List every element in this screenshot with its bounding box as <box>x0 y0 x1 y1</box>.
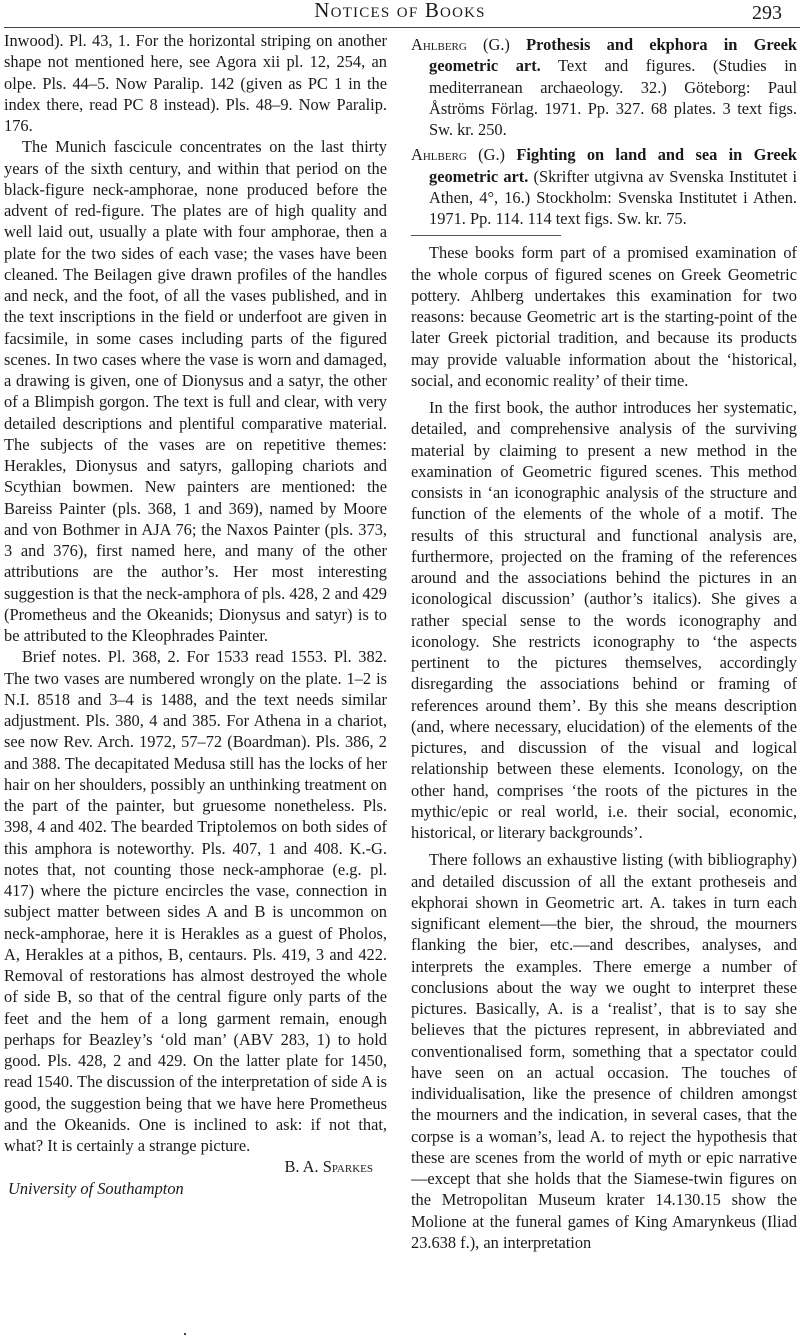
left-column <box>4 30 387 1199</box>
right-paragraph-3: There follows an exhaustive listing (with bibliography) and detailed discussion of all the extant protheseis and ekphorai shown in Geometric art. A. takes in turn each significant element—the bier, the shroud, the mourners flanking the bier, etc.—and describes, analyses, and interprets the examples. There emerge a number of conclusions about the way we ought to interpret these pictures. Basically, A. is a ‘realist’, that is to say she believes that the pictures represent, in abbreviated and conventionalised form, something that a spectator could have seen on an actual occasion. The touches of individualisation, like the presence of children amongst the mourners and the indication, in several cases, that the corpse is a woman’s, lead A. to reject the hypothesis that these are scenes from the world of myth or epic narrative—except that she holds that the Siamese-twin figures on the Metropolitan Museum krater 14.130.15 show the Molione at the funeral games of King Amarynkeus (Iliad 23.638 f.), an interpretation <box>411 850 797 1252</box>
page-header <box>0 0 800 26</box>
book-entry-1 <box>411 34 797 140</box>
stray-mark <box>184 1333 186 1335</box>
book-entry-2-details: (Skrifter utgivna av Svenska Institutet i Athen, 4°, 16.) Stockholm: Svenska Institutet i Athen. 1971. Pp. 114. 114 text figs. Sw. kr. 75. <box>429 166 797 228</box>
book-entry-1-details: Text and figures. (Studies in mediterranean archaeology. 32.) Göteborg: Paul Åströms Förlag. 1971. Pp. 327. 68 plates. 3 text figs. Sw. kr. 250. <box>429 56 797 139</box>
reviewer-affiliation: University of Southampton <box>8 1178 184 1198</box>
reviewer-signature: B. A. Sparkes <box>284 1157 373 1177</box>
header-rule <box>4 27 800 28</box>
left-paragraph-1: Inwood). Pl. 43, 1. For the horizontal striping on another shape not mentioned here, see Agora xii pl. 12, 254, an olpe. Pls. 44–5. Now Paralip. 142 (given as PC 1 in the index there, read PC 8 instead). Pls. 48–9. Now Paralip. 176. <box>4 31 387 135</box>
book-entry-2-title: Fighting on land and sea in Greek geometric art. <box>429 145 797 186</box>
left-paragraph-3: Brief notes. Pl. 368, 2. For 1533 read 1553. Pl. 382. The two vases are numbered wrongly on the plate. 1–2 is N.I. 8518 and 3–4 is 1488, and the text needs similar adjustment. Pls. 380, 4 and 385. For Athena in a chariot, see now Rev. Arch. 1972, 57–72 (Boardman). Pls. 386, 2 and 388. The decapitated Medusa still has the locks of her hair on her shoulders, possibly an unthinking treatment on the part of the painter, but gruesome nonetheless. Pls. 398, 4 and 402. The bearded Triptolemos on both sides of this amphora is noteworthy. Pls. 407, 1 and 408. K.-G. notes that, not counting those neck-amphorae (e.g. pl. 417) where the picture encircles the vase, connection in subject matter between sides A and B is uncommon on neck-amphorae, here it is Herakles as a guest of Pholos, A, Herakles at a pithos, B, centaurs. Pls. 419, 3 and 422. Removal of restorations has almost destroyed the whole of side B, so that of the central figure only parts of the feet and the hem of a long garment remain, enough perhaps for Beazley’s ‘old man’ (ABV 283, 1) to hold good. Pls. 428, 2 and 429. On the latter plate for 1450, read 1540. The discussion of the interpretation of side A is good, the suggestion being that we have here Prometheus and the Okeanids. One is inclined to ask: if not that, what? It is certainly a strange picture. <box>4 647 387 1155</box>
right-paragraph-2: In the first book, the author introduces her systematic, detailed, and comprehensive analysis of the surviving material by claiming to present a new method in the examination of Geometric figured scenes. This method consists in ‘an iconographic analysis of the structure and function of the elements of the whole of a motif. The results of this structural and functional analysis are, furthermore, projected on the framing of the references around and the associations behind the pictures in an iconological discussion’ (author’s italics). She gives a rather special sense to the words iconography and iconology. She restricts iconography to ‘the aspects pertinent to the pictures themselves, accordingly disregarding the associations behind or framing of references around them’. By this she means description (and, where necessary, elucidation) of the elements of the pictures, and discussion of the visual and logical relationship between these elements. Iconology, on the other hand, comprises ‘the roots of the pictures in the mythic/epic or real world, i.e. their social, economic, historical, or literary backgrounds’. <box>411 398 797 842</box>
book-entry-2 <box>411 144 797 229</box>
right-column <box>411 30 797 1253</box>
book-entry-2-author: Ahlberg (G.) <box>411 145 505 165</box>
right-paragraph-1: These books form part of a promised examination of the whole corpus of figured scenes on Greek Geometric pottery. Ahlberg undertakes this examination for two reasons: because Geometric art is the starting-point of the later Greek pictorial tradition, and because its products may provide valuable information about the ‘historical, social, and economic reality’ of their time. <box>411 243 797 390</box>
book-entry-1-author: Ahlberg (G.) <box>411 35 510 54</box>
left-paragraph-2: The Munich fascicule concentrates on the last thirty years of the sixth century, and within that period on the black-figure neck-amphorae, none produced before the advent of red-figure. The plates are of high quality and well laid out, usually a plate with four amphorae, then a plate for the two sides of each vase; the vases have been cleaned. The Beilagen give drawn profiles of the handles and neck, and the foot, of all the vases published, and in the text inscriptions in the field or underfoot are given in facsimile, in some cases including parts of the figured scenes. In two cases where the vase is worn and damaged, a drawing is given, one of Dionysus and a satyr, the other of a Blimpish gorgon. The text is full and clear, with very detailed descriptions and plentiful comparative material. The subjects of the vases are on repetitive themes: Herakles, Dionysus and satyrs, galloping chariots and Scythian bowmen. New painters are mentioned: the Bareiss Painter (pls. 368, 1 and 369), named by Moore and von Bothmer in AJA 76; the Naxos Painter (pls. 373, 3 and 376), first named here, and many of the other attributions are the author’s. Her most interesting suggestion is that the neck-amphora of pls. 428, 2 and 429 (Prometheus and the Okeanids; Dionysus and satyr) is to be attributed to the Kleophrades Painter. <box>4 137 387 645</box>
running-title: Notices of Books <box>314 0 486 22</box>
entry-divider <box>411 235 561 236</box>
book-entry-1-title: Prothesis and ekphora in Greek geometric art. <box>429 35 797 76</box>
page-number: 293 <box>752 2 782 24</box>
